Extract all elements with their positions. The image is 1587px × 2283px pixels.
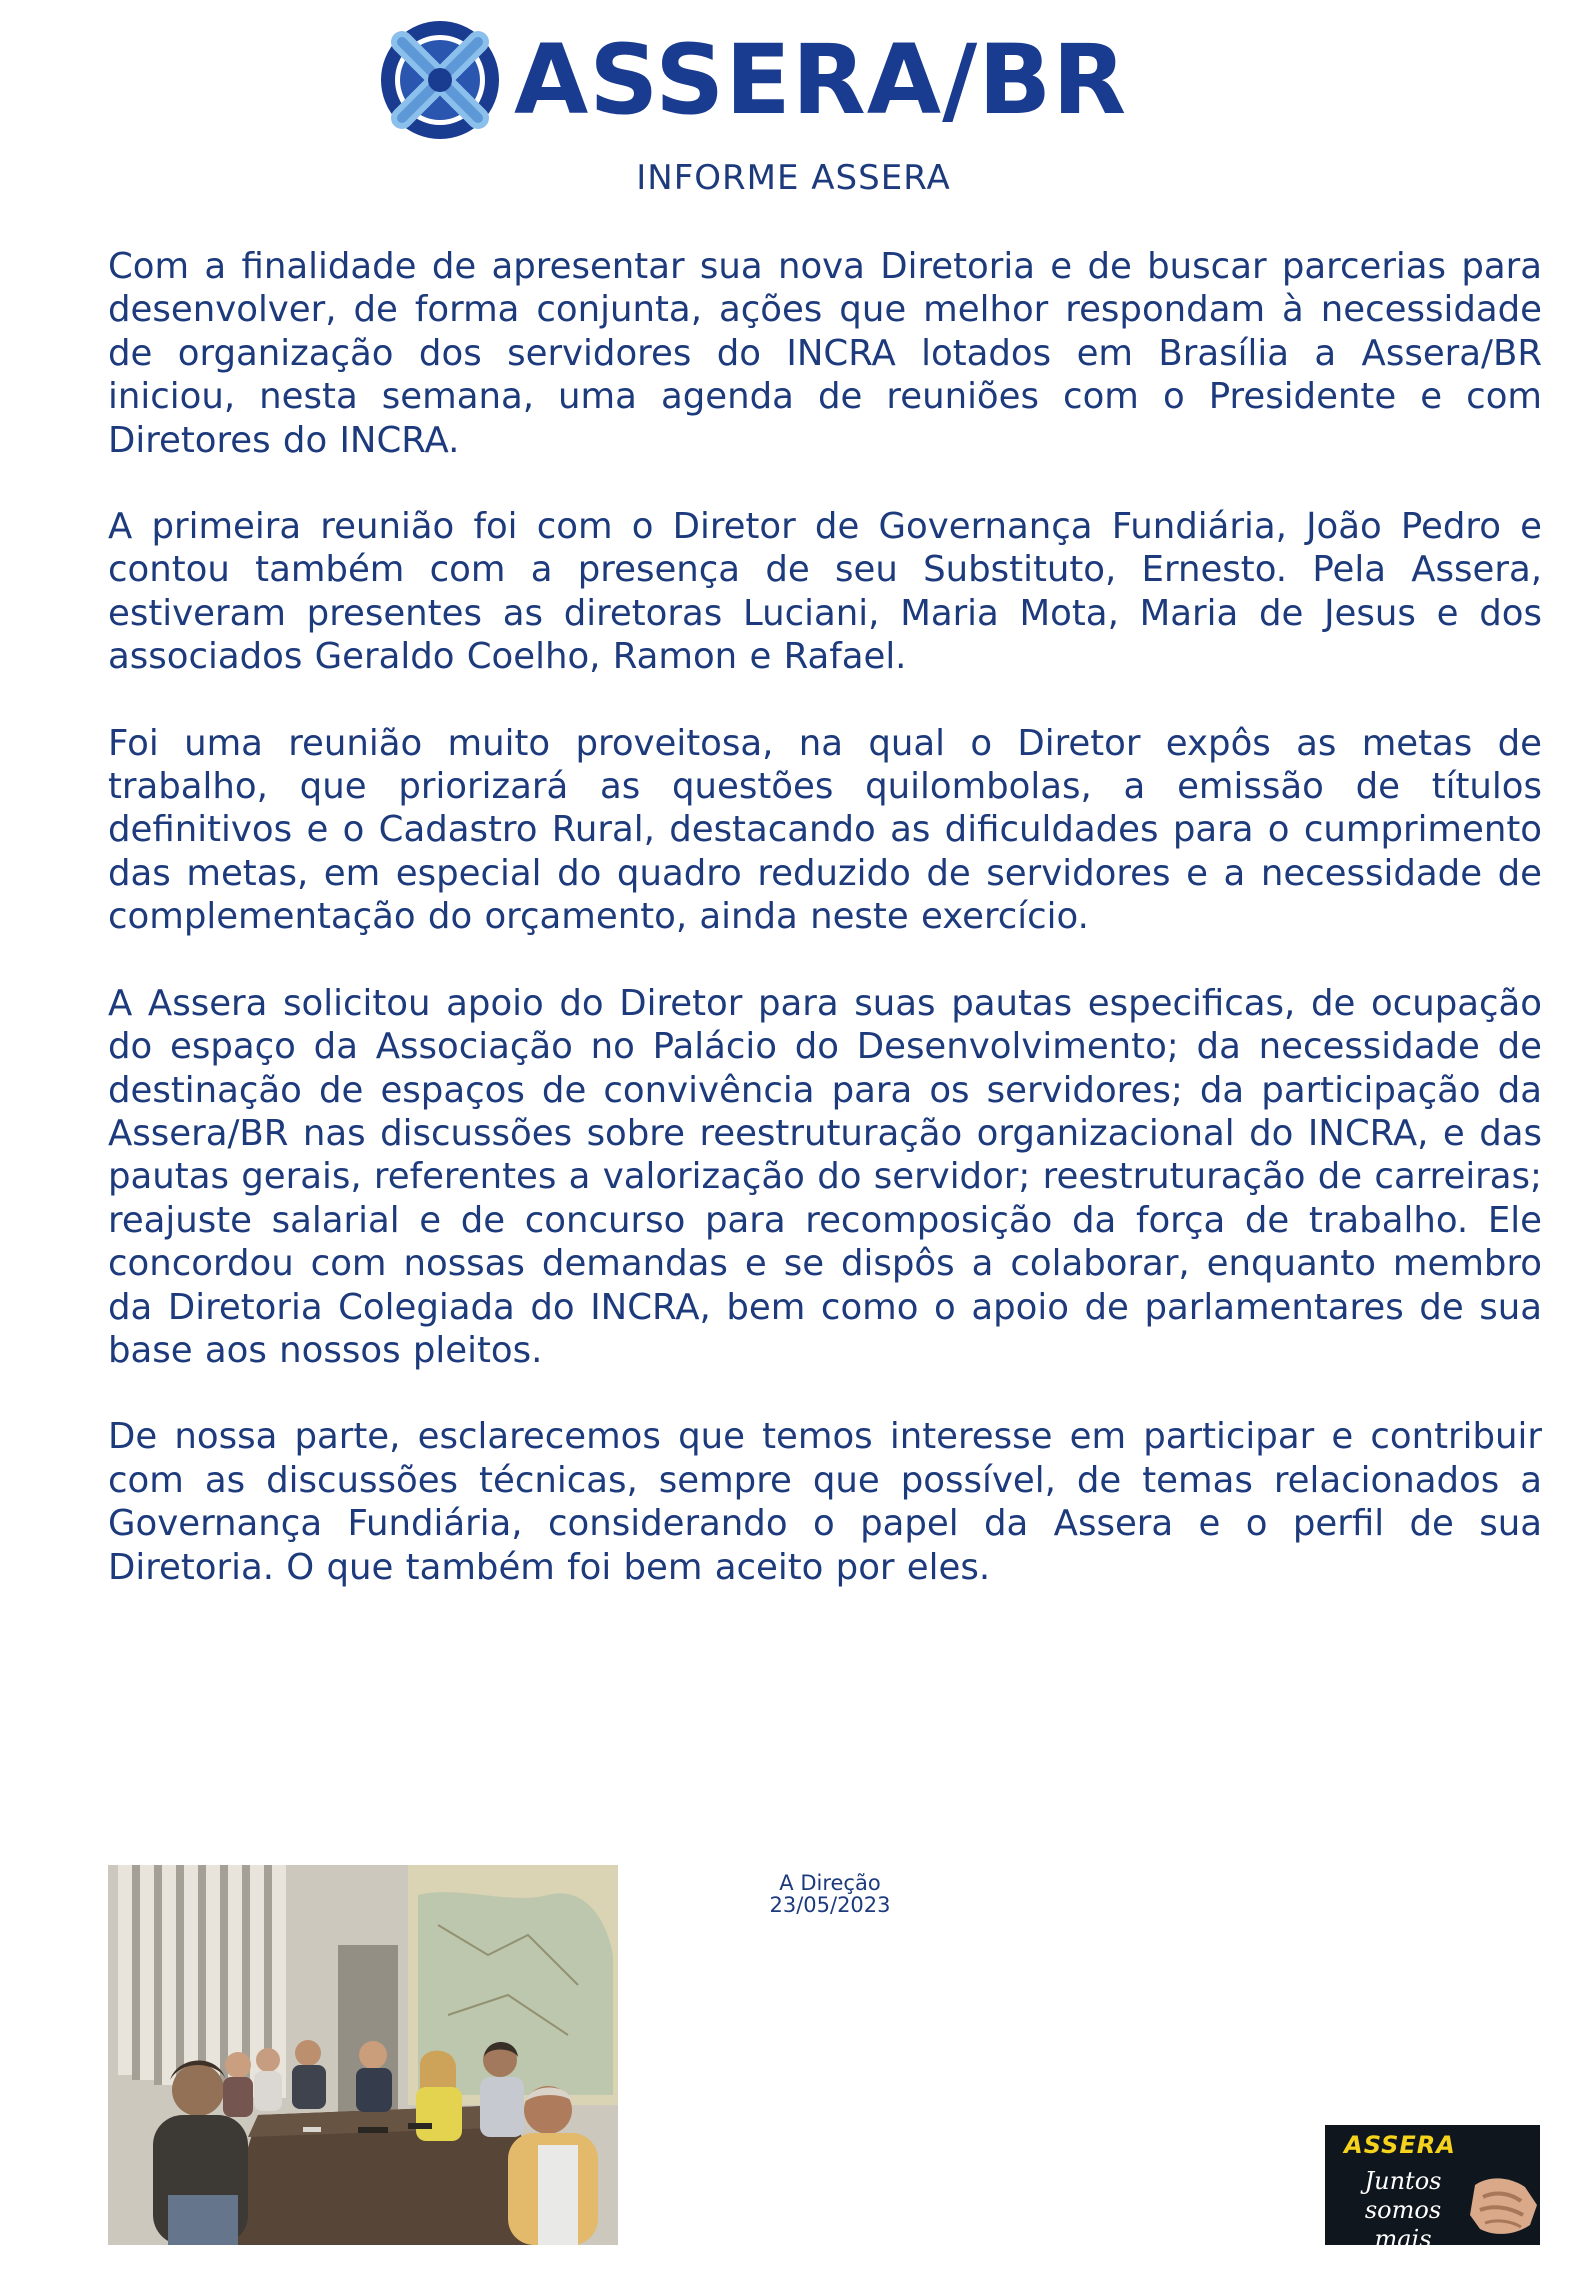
header-logo <box>380 10 1140 150</box>
signature-block <box>700 1872 960 1916</box>
assera-logo-icon <box>380 20 500 140</box>
signature-date: 23/05/2023 <box>769 1893 891 1917</box>
meeting-photo <box>108 1865 618 2245</box>
paragraph-1: Com a finalidade de apresentar sua nova Diretoria e de buscar parcerias para desenvolver, de forma conjunta, ações que melhor respondam à necessidade de organização dos servidores do INCRA lotados em Brasília a Assera/BR iniciou, nesta semana, uma agenda de reuniões com o Presidente e com Diretores do INCRA. <box>108 246 1542 461</box>
article-body <box>108 245 1542 1632</box>
paragraph-4: A Assera solicitou apoio do Diretor para suas pautas especificas, de ocupação do espaço da Associação no Palácio do Desenvolvimento; da necessidade de destinação de espaços de convivência para os servidores; da participação da Assera/BR nas discussões sobre reestruturação organizacional do INCRA, e das pautas gerais, referentes a valorização do servidor; reestruturação de carreiras; reajuste salarial e de concurso para recomposição da força de trabalho. Ele concordou com nossas demandas e se dispôs a colaborar, enquanto membro da Diretoria Colegiada do INCRA, bem como o apoio de parlamentares de sua base aos nossos pleitos. <box>108 982 1542 1371</box>
handshake-icon <box>1325 2125 1540 2245</box>
paragraph-2: A primeira reunião foi com o Diretor de Governança Fundiária, João Pedro e contou também com a presença de seu Substituto, Ernesto. Pela Assera, estiveram presentes as diretoras Luciani, Maria Mota, Maria de Jesus e dos associados Geraldo Coelho, Ramon e Rafael. <box>108 506 1542 678</box>
paragraph-3: Foi uma reunião muito proveitosa, na qual o Diretor expôs as metas de trabalho, que priorizará as questões quilombolas, a emissão de títulos definitivos e o Cadastro Rural, destacando as dificuldades para o cumprimento das metas, em especial do quadro reduzido de servidores e a necessidade de complementação do orçamento, ainda neste exercício. <box>108 722 1542 938</box>
signature-name: A Direção <box>779 1871 881 1895</box>
badge-slogan: Juntos somos mais fortes! <box>1362 2167 1444 2282</box>
brand-title: ASSERA/BR <box>514 24 1128 136</box>
paragraph-5: De nossa parte, esclarecemos que temos interesse em participar e contribuir com as discussões técnicas, sempre que possível, de temas relacionados a Governança Fundiária, considerando o papel da Assera e o perfil de sua Diretoria. O que também foi bem aceito por eles. <box>108 1416 1542 1588</box>
slogan-badge <box>1325 2125 1540 2282</box>
page-subtitle: INFORME ASSERA <box>636 158 951 198</box>
badge-title: ASSERA <box>1344 2131 1456 2159</box>
meeting-photo-illustration <box>108 1865 618 2245</box>
